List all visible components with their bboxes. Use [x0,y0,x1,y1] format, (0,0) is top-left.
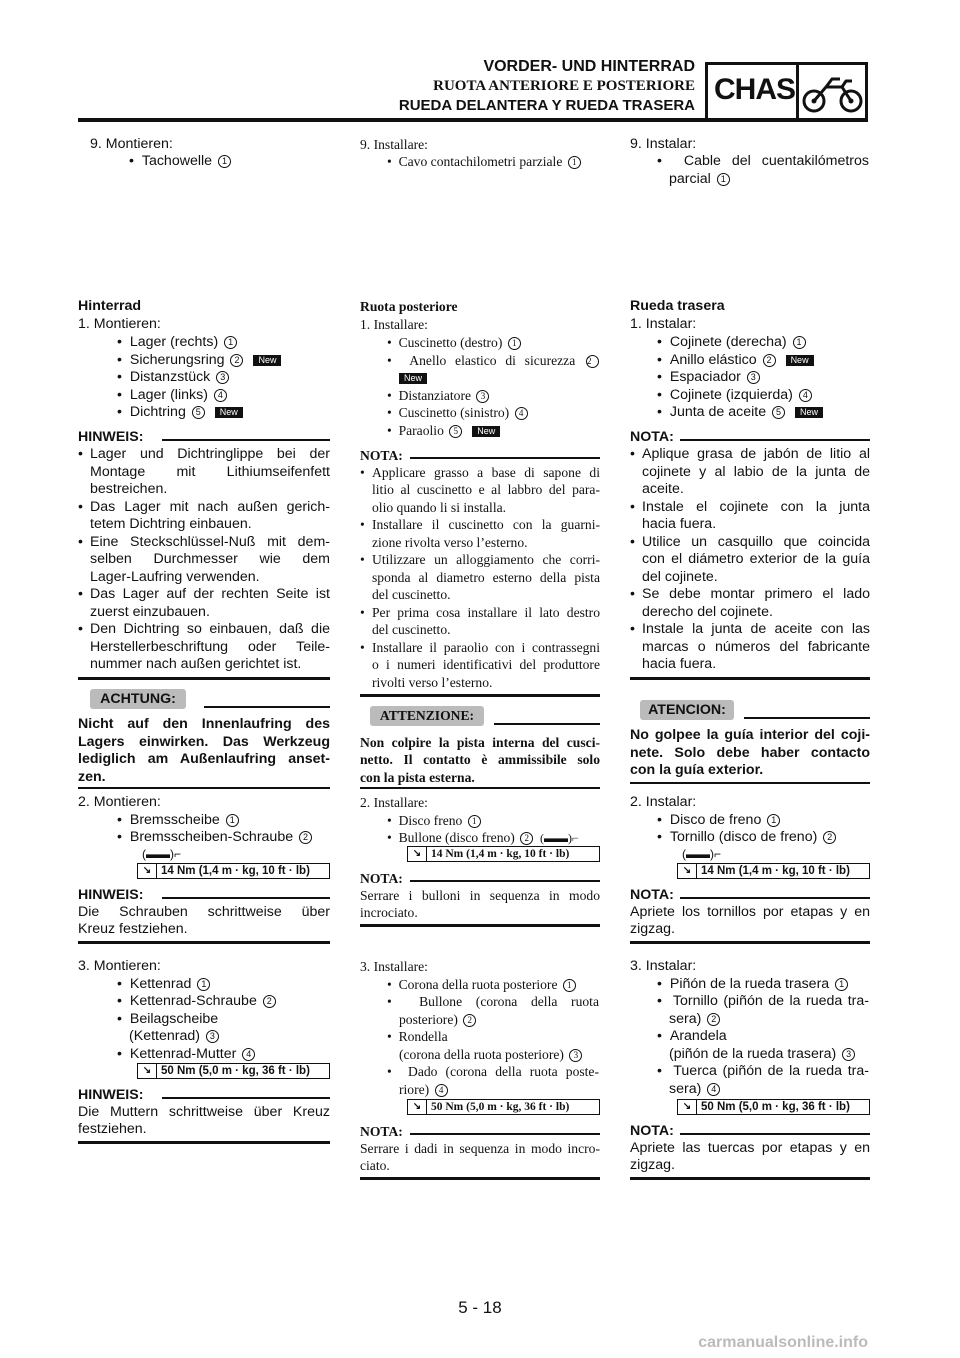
note-text: litio al cuscinetto e al labbro del para- [372,482,600,497]
note-text: Die Muttern schrittweise über Kreuz [78,1104,330,1120]
step-3-title: 3. Montieren: [78,958,161,974]
note-text: • [360,640,365,655]
step-3-title: 3. Installare: [360,959,428,974]
note-text: Instale el cojinete con la junta [642,499,870,515]
note-text: del cuscinetto. [372,622,451,637]
list-item: riore) 4 [399,1081,448,1098]
watermark: carmanualsonline.info [698,1334,868,1351]
note-text: del cuscinetto. [372,587,451,602]
note-text: zigzag. [630,921,675,937]
list-item: • Disco freno 1 [387,812,481,829]
caution-text: No golpee la guía interior del coji- [630,727,870,743]
loctite-icon: (▬▬)⌐ [142,847,181,861]
step-1-title: 1. Montieren: [78,316,161,332]
note-text: • [78,621,83,637]
note-label: NOTA: [360,448,403,463]
note-text: • [360,552,365,567]
note-end-rule [360,1177,600,1180]
torque-spec: ↘ 14 Nm (1,4 m · kg, 10 ft · lb) [137,863,330,879]
note-text: • [360,605,365,620]
list-item: sera) 4 [669,1081,720,1098]
note-text: rivolti verso l’esterno. [372,675,493,690]
note-text: aceite. [642,481,684,497]
note-text: sponda al diametro esterno della pista [372,570,600,585]
chapter-badge-divider [796,65,799,119]
note-text: • [630,621,635,637]
note-label: NOTA: [630,429,674,445]
caution-label: ATTENZIONE: [370,706,484,726]
list-item: • Dado (corona della ruota poste- [387,1064,599,1079]
list-item: • Tuerca (piñón de la rueda tra- [657,1063,869,1079]
note-text: Das Lager auf der rechten Seite ist [90,586,330,602]
list-item: • Kettenrad 1 [117,976,210,993]
step-9-item: • Cavo contachilometri parziale 1 [387,153,581,170]
caution-end-rule [630,782,870,784]
step-3-title: 3. Instalar: [630,958,697,974]
note-text: con el diámetro exterior de la guía [642,551,870,567]
list-item: • Anillo elástico 2 New [657,352,814,369]
note-text: Per prima cosa installare il lato destro [372,605,600,620]
note-text: • [630,586,635,602]
chapter-badge-label: CHAS [714,73,796,106]
note-text: Utilizzare un alloggiamento che corri- [372,552,600,567]
note-end-rule [78,677,330,680]
caution-end-rule [360,787,600,789]
note-text: Kreuz festziehen. [78,921,188,937]
list-item: • Sicherungsring 2 New [117,352,281,369]
list-item: • Cuscinetto (sinistro) 4 [387,404,528,421]
note-rule [162,897,330,899]
list-item: • Lager (links) 4 [117,387,227,404]
list-item: • Rondella [387,1029,448,1044]
note-text: festziehen. [78,1121,147,1137]
note-rule [162,439,330,441]
list-item: • Kettenrad-Mutter 4 [117,1046,255,1063]
loctite-icon: (▬▬)⌐ [540,831,579,845]
note-text: o i numeri identificativi del produttore [372,657,600,672]
note-text: Apriete los tornillos por etapas y en [630,904,870,920]
header-title-de: VORDER- UND HINTERRAD [483,58,695,75]
list-item: • Dichtring 5 New [117,404,243,421]
list-item: • Cojinete (derecha) 1 [657,334,806,351]
new-part-badge: New [472,426,500,437]
step-2-title: 2. Instalar: [630,794,697,810]
list-item: • Tornillo (piñón de la rueda tra- [657,993,869,1009]
list-item: (corona della ruota posteriore) 3 [399,1046,582,1063]
list-item: • Kettenrad-Schraube 2 [117,993,276,1010]
caution-text: zen. [78,769,106,785]
list-item: • Bremsscheiben-Schraube 2 [117,829,312,846]
header-title-es: RUEDA DELANTERA Y RUEDA TRASERA [398,97,695,114]
note-end-rule [78,941,330,944]
list-item: posteriore) 2 [399,1011,476,1028]
caution-text: nete. Solo debe haber contacto [630,745,870,761]
new-part-badge: New [253,355,281,366]
list-item: sera) 2 [669,1011,720,1028]
wrench-icon: ↘ [138,864,157,878]
step-1-title: 1. Instalar: [630,316,697,332]
motorcycle-icon [802,71,864,115]
note-text: • [630,534,635,550]
wrench-icon: ↘ [408,847,427,861]
step-9-title: 9. Montieren: [90,136,173,152]
note-text: Serrare i bulloni in sequenza in modo [360,888,600,903]
note-text: Lager und Dichtringlippe bei der [90,446,330,462]
list-item: • Anello elastico di sicurezza 2 [387,352,599,369]
note-rule [410,880,600,882]
note-end-rule [630,677,870,680]
list-item: • Distanziatore 3 [387,387,489,404]
note-text: zigzag. [630,1157,675,1173]
note-text: Installare il cuscinetto con la guarni- [372,517,600,532]
note-text: Lager-Laufring verwenden. [90,569,260,585]
note-rule [410,1133,600,1135]
note-text: Aplique grasa de jabón de litio al [642,446,870,462]
list-item: • Arandela [657,1028,727,1044]
note-text: cojinete y al labio de la junta de [642,464,870,480]
caution-rule [494,723,600,725]
caution-text: Nicht auf den Innenlaufring des [78,716,330,732]
list-item: • Cojinete (izquierda) 4 [657,387,812,404]
note-text: Serrare i dadi in sequenza in modo incro- [360,1141,600,1156]
list-item: • Bullone (disco freno) 2 (▬▬)⌐ [387,830,579,845]
note-text: bestreichen. [90,481,168,497]
step-1-title: 1. Installare: [360,317,428,332]
note-text: • [630,499,635,515]
wrench-icon: ↘ [678,864,697,878]
note-end-rule [630,941,870,944]
step-9-title: 9. Instalar: [630,136,697,152]
list-item: • Paraolio 5 New [387,422,500,439]
step-2-title: 2. Installare: [360,795,428,810]
list-item: (Kettenrad) 3 [129,1028,219,1045]
note-label: NOTA: [360,1124,403,1139]
note-text: Montage mit Lithiumseifenfett [90,464,330,480]
caution-label: ACHTUNG: [90,689,186,709]
note-text: hacia fuera. [642,656,717,672]
note-text: tetem Dichtring einbauen. [90,516,252,532]
section-title: Rueda trasera [630,298,725,314]
note-rule [680,897,870,899]
step-9-item: • Tachowelle 1 [129,153,231,170]
list-item: • Bullone (corona della ruota [387,994,599,1009]
list-item: (piñón de la rueda trasera) 3 [669,1046,855,1063]
loctite-icon: (▬▬)⌐ [682,847,721,861]
step-2-title: 2. Montieren: [78,794,161,810]
list-item [399,369,427,386]
note-text: marcas o números del fabricante [642,639,870,655]
note-text: • [78,534,83,550]
note-text: Eine Steckschlüssel-Nuß mit dem- [90,534,330,550]
note-text: derecho del cojinete. [642,604,773,620]
new-part-badge: New [399,373,427,384]
wrench-icon: ↘ [138,1064,157,1078]
note-text: • [78,499,83,515]
caution-end-rule [78,787,330,789]
list-item: • Junta de aceite 5 New [657,404,823,421]
note-label: HINWEIS: [78,429,144,445]
note-text: Den Dichtring so einbauen, daß die [90,621,330,637]
caution-text: con la pista esterna. [360,770,475,785]
note-text: Utilice un casquillo que coincida [642,534,870,550]
note-text: nummer nach außen gerichtet ist. [90,656,302,672]
note-text: Herstellerbeschriftung oder Teile- [90,639,330,655]
note-end-rule [360,924,600,927]
torque-spec: ↘ 50 Nm (5,0 m · kg, 36 ft · lb) [407,1099,600,1115]
step-9-title: 9. Installare: [360,137,428,152]
note-rule [680,439,870,441]
note-text: olio quando li si installa. [372,500,507,515]
note-text: ciato. [360,1158,390,1173]
note-end-rule [630,1177,870,1180]
note-text: Instale la junta de aceite con las [642,621,870,637]
list-item: • Beilagscheibe [117,1011,219,1027]
note-text: hacia fuera. [642,516,717,532]
note-text: zione rivolta verso l’esterno. [372,535,528,550]
note-label: HINWEIS: [78,1087,144,1103]
note-text: selben Durchmesser wie dem [90,551,330,567]
torque-spec: ↘ 50 Nm (5,0 m · kg, 36 ft · lb) [677,1099,870,1115]
note-text: Installare il paraolio con i contrassegni [372,640,600,655]
note-label: NOTA: [630,887,674,903]
note-label: NOTA: [630,1123,674,1139]
caution-text: lediglich am Außenlaufring anset- [78,751,330,767]
note-text: zuerst einzubauen. [90,604,210,620]
note-text: • [630,446,635,462]
list-item: • Espaciador 3 [657,369,760,386]
chapter-badge [705,62,868,122]
step-9-item: parcial 1 [669,171,730,188]
section-title: Ruota posteriore [360,299,458,314]
caution-text: Lagers einwirken. Das Werkzeug [78,734,330,750]
note-rule [162,1097,330,1099]
note-label: HINWEIS: [78,887,144,903]
new-part-badge: New [215,407,243,418]
note-text: • [78,446,83,462]
header-title-it: RUOTA ANTERIORE E POSTERIORE [433,78,695,94]
list-item: • Disco de freno 1 [657,812,780,829]
caution-rule [744,717,870,719]
caution-rule [204,706,330,708]
note-text: Se debe montar primero el lado [642,586,870,602]
note-label: NOTA: [360,871,403,886]
note-rule [410,457,600,459]
note-text: Die Schrauben schrittweise über [78,904,330,920]
step-9-item: • Cable del cuentakilómetros [657,153,869,169]
torque-spec: ↘ 14 Nm (1,4 m · kg, 10 ft · lb) [407,846,600,862]
torque-spec: ↘ 50 Nm (5,0 m · kg, 36 ft · lb) [137,1063,330,1079]
caution-text: netto. Il contatto è ammissibile solo [360,752,600,767]
caution-text: Non colpire la pista interna del cusci- [360,735,600,750]
note-text: • [360,465,365,480]
list-item: • Piñón de la rueda trasera 1 [657,976,848,993]
list-item: • Distanzstück 3 [117,369,229,386]
new-part-badge: New [786,355,814,366]
list-item: • Tornillo (disco de freno) 2 [657,829,836,846]
list-item: • Cuscinetto (destro) 1 [387,334,521,351]
caution-label: ATENCION: [640,700,734,720]
note-text: • [78,586,83,602]
note-text: Apriete las tuercas por etapas y en [630,1140,870,1156]
note-end-rule [78,1141,330,1144]
new-part-badge: New [795,407,823,418]
note-rule [680,1133,870,1135]
page-number: 5 - 18 [458,1298,502,1317]
list-item: • Bremsscheibe 1 [117,812,239,829]
note-text: del cojinete. [642,569,718,585]
note-text: Applicare grasso a base di sapone di [372,465,600,480]
note-text: Das Lager mit nach außen gerich- [90,499,330,515]
section-title: Hinterrad [78,298,142,314]
wrench-icon: ↘ [408,1100,427,1114]
list-item: • Corona della ruota posteriore 1 [387,976,576,993]
caution-text: con la guía exterior. [630,762,764,778]
wrench-icon: ↘ [678,1100,697,1114]
note-end-rule [360,694,600,697]
note-text: incrociato. [360,905,418,920]
note-text: • [360,517,365,532]
torque-spec: ↘ 14 Nm (1,4 m · kg, 10 ft · lb) [677,863,870,879]
list-item: • Lager (rechts) 1 [117,334,237,351]
